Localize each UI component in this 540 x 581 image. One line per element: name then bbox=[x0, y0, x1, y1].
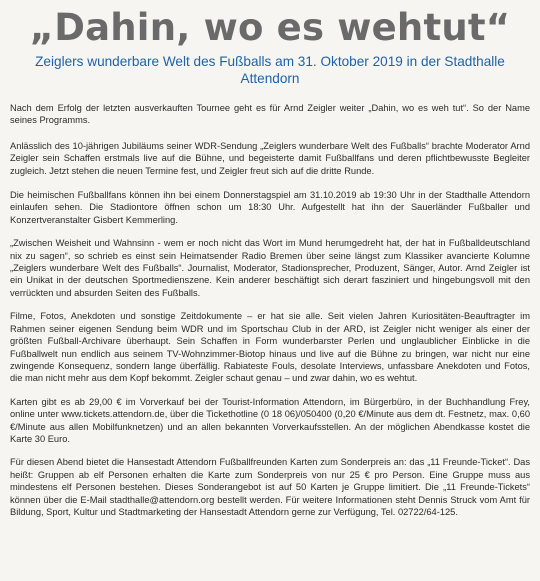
paragraph-intro: Nach dem Erfolg der letzten ausverkauften Tournee geht es für Arnd Zeigler weiter „Dahin, wo es weh tut“. So der Name seines Programms. bbox=[10, 103, 530, 126]
article-body bbox=[8, 102, 532, 518]
paragraph-archive: Filme, Fotos, Anekdoten und sonstige Zeitdokumente – er hat sie alle. Seit vielen Jahren Kuriositäten-Beauftragter im Rahmen seiner eigenen Sendung beim WDR und im Sportschau Club in der ARD, ist Zeigler nicht weniger als einer der größten Fußball-Archivare überhaupt. Sein Schaffen in Form wunderbarster Perlen und unglaublicher Einblicke in die Fußballwelt nun endlich aus seinem TV-Wohnzimmer-Biotop hinaus und live auf die Bühne zu bringen, war nicht nur eine zwingende Konsequenz, sondern lange überfällig. Rabiateste Fouls, desolate Interviews, unfassbare Anekdoten und Fotos, die man nicht mehr aus dem Kopf bekommt. Zeigler schaut genau – und zwar dahin, wo es wehtut. bbox=[10, 311, 530, 384]
headline: „Dahin, wo es wehtut“ bbox=[29, 6, 511, 49]
paragraph-tickets: Karten gibt es ab 29,00 € im Vorverkauf bei der Tourist-Information Attendorn, im Bürgerbüro, in der Buchhandlung Frey, online unter www.tickets.attendorn.de, über die Tickethotline (0 18 06)/050400 (0,20 €/Minute aus dem dt. Festnetz, max. 0,60 €/Minute aus allen Mobilfunknetzen) und an allen bekannten Vorverkaufsstellen. An der möglichen Abendkasse kostet die Karte 30 Euro. bbox=[10, 396, 530, 444]
paragraph-group-offer: Für diesen Abend bietet die Hansestadt Attendorn Fußballfreunden Karten zum Sonderpreis an: das „11 Freunde-Ticket“. Das heißt: Gruppen ab elf Personen erhalten die Karte zum Sonderpreis von nur 25 € pro Person. Eine Gruppe muss aus mindestens elf Personen bestehen. Dieses Sonderangebot ist auf 50 Karten je Gruppe limitiert. Die „11 Freunde-Tickets“ können über die E-Mail stadthalle@attendorn.org bestellt werden. Für weitere Informationen steht Dennis Struck vom Amt für Bildung, Sport, Kultur und Stadtmarketing der Hansestadt Attendorn gerne zur Verfügung, Tel. 02722/64-125. bbox=[10, 457, 530, 517]
paragraph-quote: „Zwischen Weisheit und Wahnsinn - wem er noch nicht das Wort im Mund herumgedreht hat, der hat in Fußballdeutschland nix zu sagen“, so schrieb es einst sein Heimatsender Radio Bremen über seine längst zum Klassiker avancierte Kolumne „Zeiglers wunderbare Welt des Fußballs“. Journalist, Moderator, Stadionsprecher, Produzent, Sänger, Autor. Arnd Zeigler ist ein Unikat in der deutschen Sportmedienszene. Kein anderer beschäftigt sich derart fasziniert und hingebungsvoll mit den verrückten und absurden Seiten des Fußballs. bbox=[10, 238, 530, 298]
paragraph-event-date: Die heimischen Fußballfans können ihn bei einem Donnerstagspiel am 31.10.2019 ab 19:30 Uhr in der Stadthalle Attendorn einlaufen sehen. Die Stadiontore öffnen schon um 18:30 Uhr. Aufgestellt hat ihn der Sauerländer Fußballer und Konzertveranstalter Gisbert Kemmerling. bbox=[10, 190, 530, 225]
paragraph-anniversary: Anlässlich des 10-jährigen Jubiläums seiner WDR-Sendung „Zeiglers wunderbare Welt des Fußballs“ brachte Moderator Arnd Zeigler sein Schaffen erstmals live auf die Bühne, und begeisterte damit Fußballfans und deren pflichtbewusste Begleiter zugleich. Jetzt stehen die neuen Termine fest, und Zeigler freut sich auf die dritte Runde. bbox=[10, 140, 530, 176]
subheadline: Zeiglers wunderbare Welt des Fußballs am 31. Oktober 2019 in der Stadthalle Attendorn bbox=[35, 54, 505, 86]
